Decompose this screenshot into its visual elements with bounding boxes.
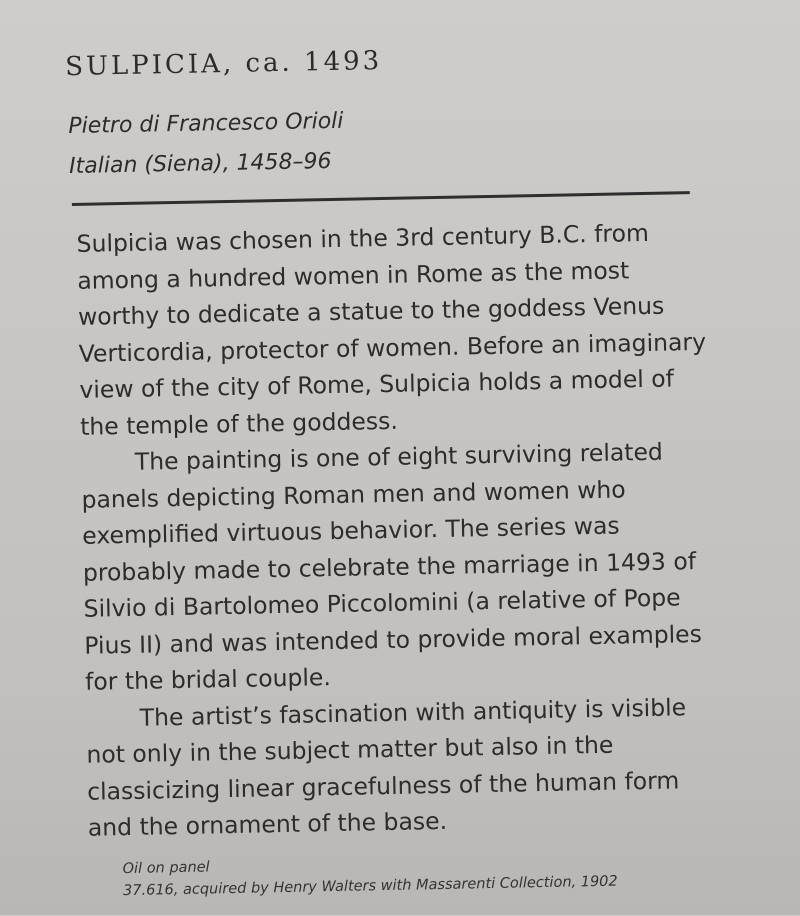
- artist-nationality-dates: Italian (Siena), 1458–96: [68, 148, 332, 180]
- divider-rule: [72, 191, 690, 206]
- artist-name: Pietro di Francesco Orioli: [68, 108, 344, 140]
- description-text: [76, 214, 728, 847]
- description-paragraph-3: The artist’s fascination with antiquity is visible not only in the subject matter but also in the classicizing linear gracefulness of the human form and the ornament of the base.: [86, 692, 687, 842]
- artwork-title: SULPICIA, ca. 1493: [64, 45, 383, 83]
- artwork-medium: Oil on panel: [122, 859, 210, 878]
- description-paragraph-1: Sulpicia was chosen in the 3rd century B.C. from among a hundred women in Rome as the most worthy to dedicate a statue to the goddess Venus Verticordia, protector of women. Before an imaginary view of the city of Rome, Sulpicia holds a model of the temple of the goddess.: [76, 218, 707, 441]
- credit-line: 37.616, acquired by Henry Walters with Massarenti Collection, 1902: [122, 873, 618, 900]
- description-paragraph-2: The painting is one of eight surviving related panels depicting Roman men and women who exemplified virtuous behavior. The series was probably made to celebrate the marriage in 1493 of Silvio di Bartolomeo Piccolomini (a relative of Pope Pius II) and was intended to provide moral examples for the bridal couple.: [81, 437, 703, 696]
